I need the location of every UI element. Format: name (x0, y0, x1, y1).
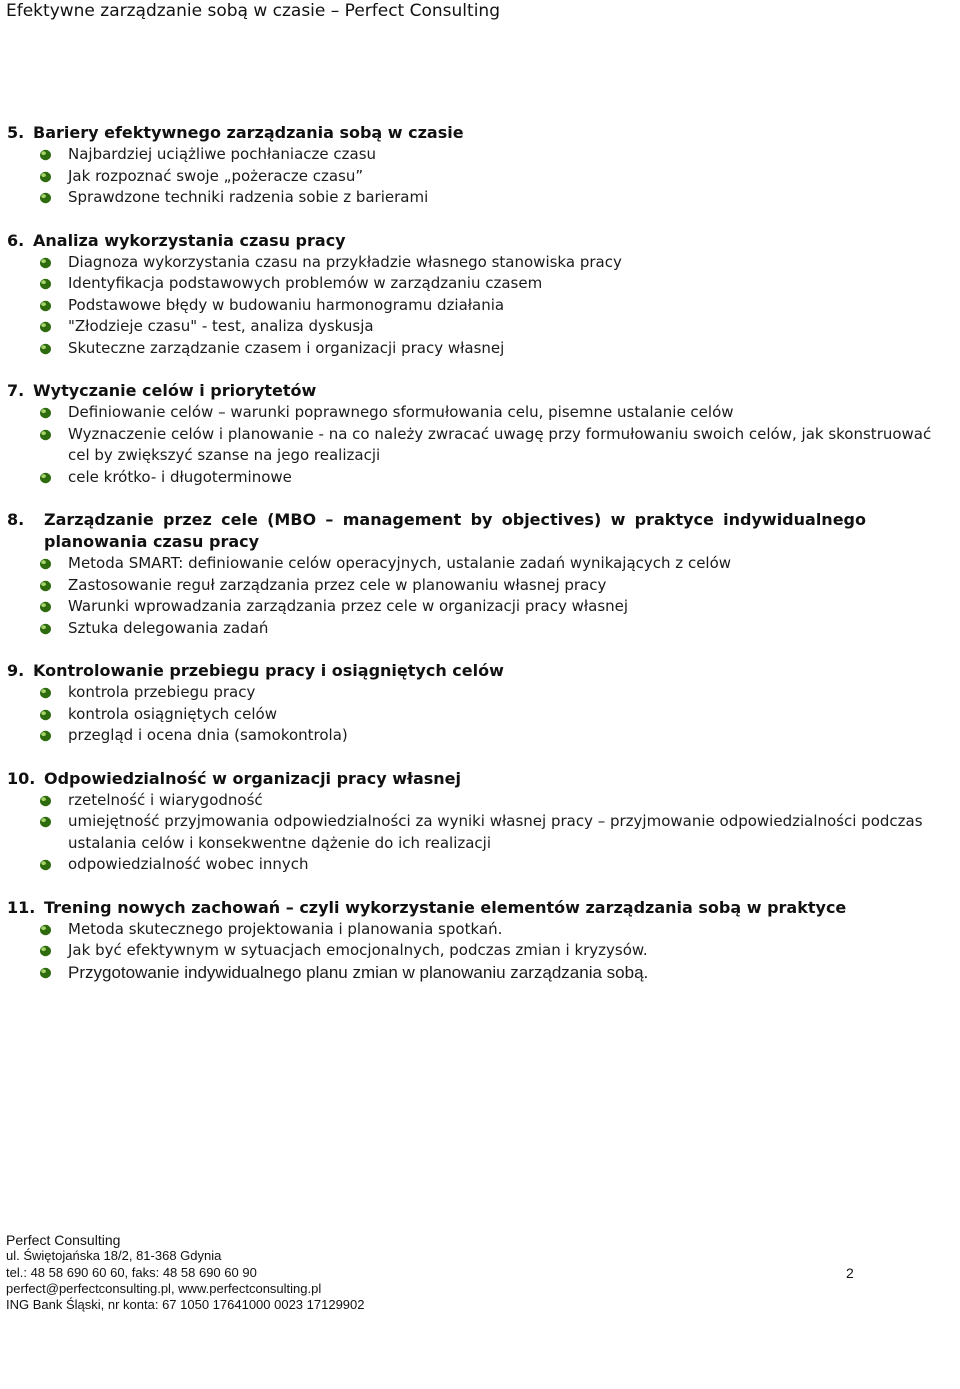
footer-phone: tel.: 48 58 690 60 60, faks: 48 58 690 60 90 (6, 1264, 257, 1280)
list-item (0, 166, 950, 188)
list-item-text: Sprawdzone techniki radzenia sobie z barierami (68, 188, 429, 206)
section-title-text: Zarządzanie przez cele (MBO – management by objectives) w praktyce indywidualnego planowania czasu pracy (44, 510, 866, 551)
list-item-text: Warunki wprowadzania zarządzania przez cele w organizacji pracy własnej (68, 597, 629, 615)
section-title-text: Wytyczanie celów i priorytetów (33, 381, 317, 400)
section-title-text: Odpowiedzialność w organizacji pracy własnej (44, 768, 461, 788)
list-item (0, 940, 950, 962)
list-item-text: Diagnoza wykorzystania czasu na przykładzie własnego stanowiska pracy (68, 252, 622, 271)
section-title-text: Bariery efektywnego zarządzania sobą w czasie (33, 123, 464, 142)
green-ball-bullet-icon (39, 257, 52, 269)
list-item-text: Przygotowanie indywidualnego planu zmian w planowaniu zarządzania sobą. (68, 962, 649, 982)
list-item-text: Najbardziej uciążliwe pochłaniacze czasu (68, 145, 377, 163)
list-item-text: Jak być efektywnym w sytuacjach emocjonalnych, podczas zmian i kryzysów. (68, 941, 648, 959)
list-item (0, 854, 950, 876)
section-7 (0, 380, 950, 488)
section-number: 8. (7, 510, 25, 529)
list-item (0, 682, 950, 704)
section-11 (0, 897, 950, 984)
section-number: 11. (7, 897, 36, 917)
list-item-text: Skuteczne zarządzanie czasem i organizacji pracy własnej (68, 338, 505, 357)
green-ball-bullet-icon (39, 601, 52, 613)
section-number: 6. (7, 230, 25, 250)
list-item-text: Sztuka delegowania zadań (68, 618, 269, 637)
green-ball-bullet-icon (39, 429, 52, 441)
section-10 (0, 768, 950, 876)
list-item (0, 252, 950, 274)
section-number: 5. (7, 123, 25, 142)
list-item (0, 919, 950, 941)
page-number: 2 (846, 1265, 854, 1281)
list-item-text: Metoda skutecznego projektowania i planowania spotkań. (68, 919, 503, 938)
section-title (0, 660, 950, 682)
footer-company: Perfect Consulting (6, 1232, 121, 1248)
green-ball-bullet-icon (39, 730, 52, 742)
list-item-text: kontrola osiągniętych celów (68, 704, 278, 723)
footer-address: ul. Świętojańska 18/2, 81-368 Gdynia (6, 1248, 222, 1264)
list-item (0, 338, 950, 360)
section-title (0, 509, 950, 553)
list-item (0, 187, 950, 209)
list-item-text: Jak rozpoznać swoje „pożeracze czasu” (68, 166, 364, 185)
page-header-title: Efektywne zarządzanie sobą w czasie – Perfect Consulting (6, 1, 500, 21)
list-item-text: rzetelność i wiarygodność (68, 790, 263, 809)
list-item (0, 553, 950, 575)
green-ball-bullet-icon (39, 795, 52, 807)
section-title-text: Analiza wykorzystania czasu pracy (33, 230, 346, 250)
list-item-text: Zastosowanie reguł zarządzania przez cele w planowaniu własnej pracy (68, 575, 607, 594)
green-ball-bullet-icon (39, 945, 52, 957)
list-item-text: przegląd i ocena dnia (samokontrola) (68, 726, 348, 744)
list-item (0, 962, 950, 984)
green-ball-bullet-icon (39, 472, 52, 484)
section-8 (0, 509, 950, 639)
green-ball-bullet-icon (39, 321, 52, 333)
list-item (0, 402, 950, 424)
list-item-text: Metoda SMART: definiowanie celów operacyjnych, ustalanie zadań wynikających z celów (68, 554, 732, 572)
list-item (0, 144, 950, 166)
green-ball-bullet-icon (39, 924, 52, 936)
document-body (0, 122, 950, 1004)
section-5 (0, 122, 950, 209)
green-ball-bullet-icon (39, 709, 52, 721)
section-title (0, 380, 950, 402)
section-title (0, 230, 950, 252)
section-title (0, 897, 950, 919)
section-title-text: Kontrolowanie przebiegu pracy i osiągniętych celów (33, 661, 504, 680)
green-ball-bullet-icon (39, 687, 52, 699)
green-ball-bullet-icon (39, 816, 52, 828)
green-ball-bullet-icon (39, 171, 52, 183)
list-item-text: Identyfikacja podstawowych problemów w zarządzaniu czasem (68, 274, 543, 292)
list-item (0, 704, 950, 726)
green-ball-bullet-icon (39, 343, 52, 355)
list-item (0, 295, 950, 317)
list-item-text: Definiowanie celów – warunki poprawnego sformułowania celu, pisemne ustalanie celów (68, 403, 734, 421)
list-item-text: kontrola przebiegu pracy (68, 683, 256, 701)
list-item-text: Podstawowe błędy w budowaniu harmonogramu działania (68, 295, 505, 314)
section-6 (0, 230, 950, 360)
list-item (0, 811, 950, 854)
list-item (0, 790, 950, 812)
footer-bank: ING Bank Śląski, nr konta: 67 1050 17641000 0023 17129902 (6, 1297, 365, 1313)
green-ball-bullet-icon (39, 300, 52, 312)
green-ball-bullet-icon (39, 278, 52, 290)
green-ball-bullet-icon (39, 558, 52, 570)
green-ball-bullet-icon (39, 149, 52, 161)
section-number: 7. (7, 381, 25, 400)
list-item (0, 618, 950, 640)
green-ball-bullet-icon (39, 623, 52, 635)
list-item (0, 725, 950, 747)
section-title-text: Trening nowych zachowań – czyli wykorzystanie elementów zarządzania sobą w praktyce (44, 897, 847, 917)
green-ball-bullet-icon (39, 859, 52, 871)
list-item (0, 424, 950, 467)
footer-contact: perfect@perfectconsulting.pl, www.perfectconsulting.pl (6, 1280, 322, 1296)
section-9 (0, 660, 950, 747)
list-item-text: Wyznaczenie celów i planowanie - na co należy zwracać uwagę przy formułowaniu swoich celów, jak skonstruować cel by zwiększyć szanse na jego realizacji (68, 424, 932, 464)
list-item (0, 467, 950, 489)
list-item (0, 575, 950, 597)
green-ball-bullet-icon (39, 407, 52, 419)
section-number: 9. (7, 661, 25, 680)
list-item-text: odpowiedzialność wobec innych (68, 855, 309, 873)
section-title (0, 122, 950, 144)
list-item-text: umiejętność przyjmowania odpowiedzialności za wyniki własnej pracy – przyjmowanie odpowiedzialności podczas ustalania celów i konsekwentne dążenie do ich realizacji (68, 812, 923, 852)
green-ball-bullet-icon (39, 580, 52, 592)
section-number: 10. (7, 768, 36, 788)
green-ball-bullet-icon (39, 967, 52, 979)
green-ball-bullet-icon (39, 192, 52, 204)
footer (6, 1232, 365, 1313)
list-item-text: "Złodzieje czasu" - test, analiza dyskusja (68, 317, 374, 335)
section-title (0, 768, 950, 790)
list-item (0, 596, 950, 618)
list-item (0, 273, 950, 295)
list-item-text: cele krótko- i długoterminowe (68, 467, 292, 486)
list-item (0, 316, 950, 338)
